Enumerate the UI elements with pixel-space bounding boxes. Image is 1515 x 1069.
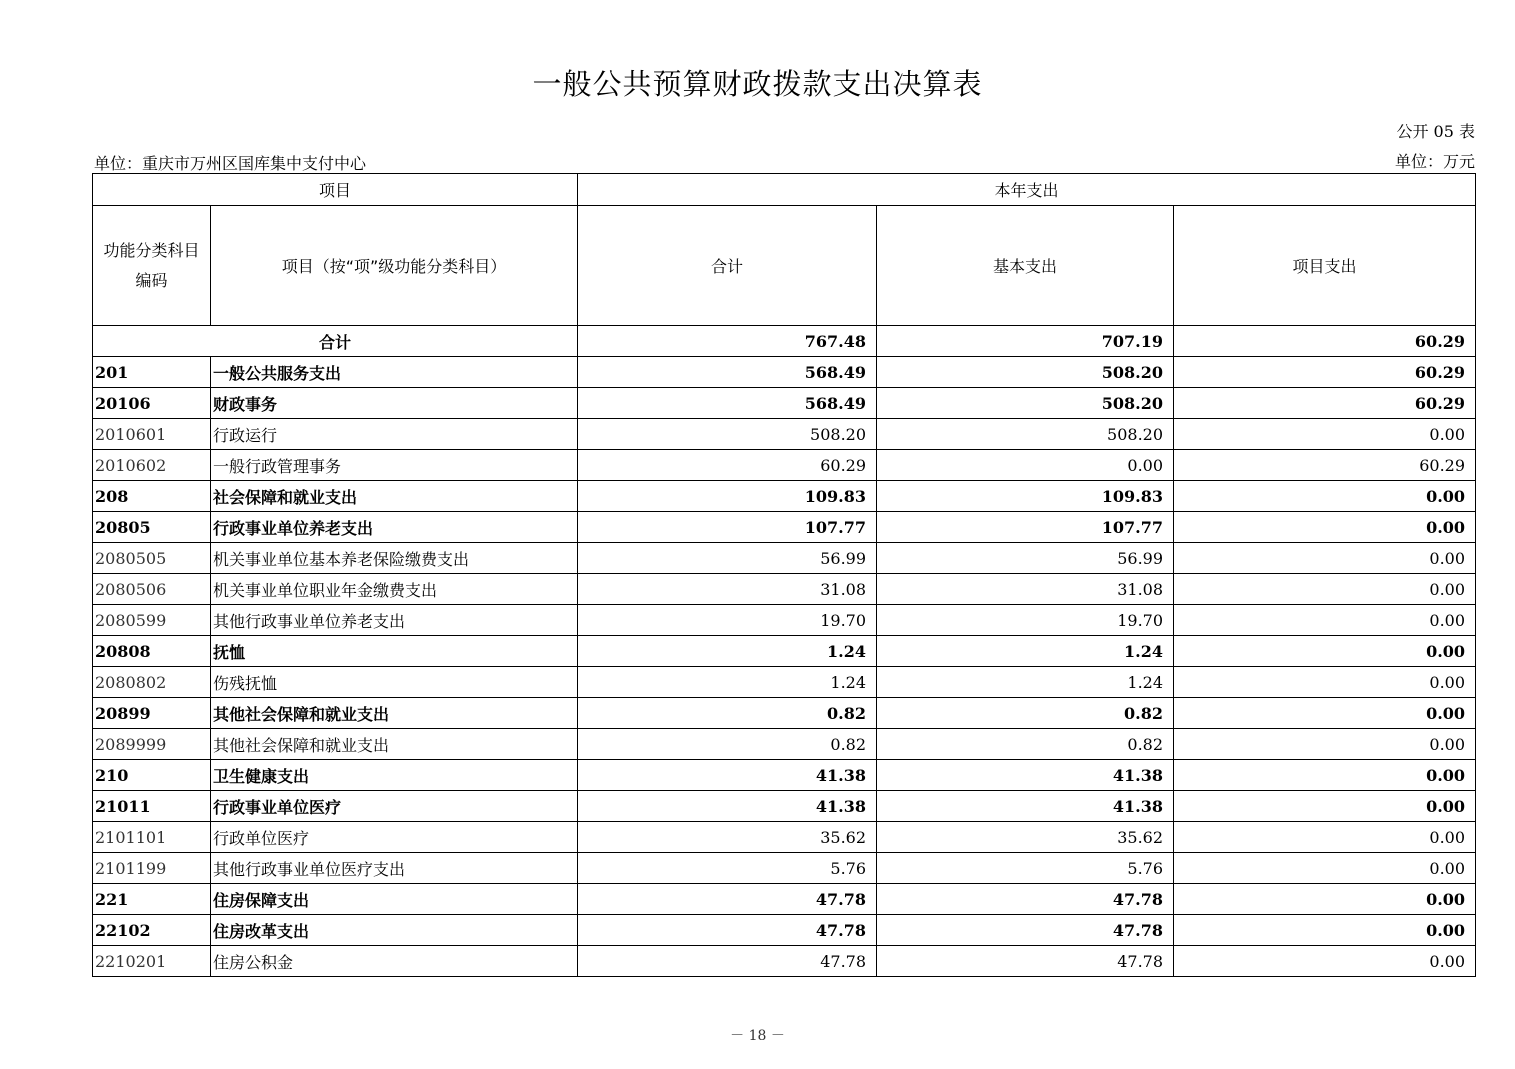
row-basic: 56.99 [877, 543, 1174, 574]
row-total: 31.08 [578, 574, 877, 605]
row-code: 2080802 [93, 667, 211, 698]
total-label: 合计 [93, 326, 578, 357]
row-project: 0.00 [1174, 760, 1476, 791]
row-name: 住房公积金 [211, 946, 578, 977]
total-basic: 707.19 [877, 326, 1174, 357]
row-project: 0.00 [1174, 698, 1476, 729]
table-row [93, 574, 1476, 605]
row-basic: 508.20 [877, 419, 1174, 450]
header-basic: 基本支出 [877, 206, 1174, 326]
row-basic: 508.20 [877, 388, 1174, 419]
row-name: 住房改革支出 [211, 915, 578, 946]
row-basic: 0.00 [877, 450, 1174, 481]
row-total: 0.82 [578, 698, 877, 729]
table-row [93, 667, 1476, 698]
row-code: 2010601 [93, 419, 211, 450]
header-name: 项目（按“项”级功能分类科目） [211, 206, 578, 326]
row-project: 0.00 [1174, 512, 1476, 543]
row-code: 221 [93, 884, 211, 915]
row-basic: 0.82 [877, 729, 1174, 760]
row-total: 568.49 [578, 357, 877, 388]
row-name: 其他行政事业单位医疗支出 [211, 853, 578, 884]
row-name: 行政单位医疗 [211, 822, 578, 853]
row-total: 0.82 [578, 729, 877, 760]
row-name: 伤残抚恤 [211, 667, 578, 698]
table-row [93, 419, 1476, 450]
row-name: 其他社会保障和就业支出 [211, 729, 578, 760]
row-project: 0.00 [1174, 419, 1476, 450]
row-project: 60.29 [1174, 450, 1476, 481]
header-project: 项目支出 [1174, 206, 1476, 326]
table-row [93, 822, 1476, 853]
table-row [93, 698, 1476, 729]
row-total: 41.38 [578, 791, 877, 822]
row-code: 2080599 [93, 605, 211, 636]
header-row-columns [93, 206, 1476, 326]
row-total: 107.77 [578, 512, 877, 543]
row-basic: 5.76 [877, 853, 1174, 884]
row-name: 行政事业单位养老支出 [211, 512, 578, 543]
row-total: 19.70 [578, 605, 877, 636]
total-project: 60.29 [1174, 326, 1476, 357]
row-code: 210 [93, 760, 211, 791]
reporting-unit: 单位：重庆市万州区国库集中支付中心 [94, 154, 367, 173]
row-project: 0.00 [1174, 915, 1476, 946]
row-total: 47.78 [578, 915, 877, 946]
row-name: 卫生健康支出 [211, 760, 578, 791]
row-name: 其他社会保障和就业支出 [211, 698, 578, 729]
header-current-year: 本年支出 [578, 174, 1476, 206]
row-total: 41.38 [578, 760, 877, 791]
form-number: 公开 05 表 [1396, 122, 1475, 141]
row-total: 1.24 [578, 636, 877, 667]
currency-unit: 单位：万元 [1394, 152, 1475, 171]
row-total: 5.76 [578, 853, 877, 884]
page-number: － 18 － [730, 1028, 785, 1044]
row-total: 508.20 [578, 419, 877, 450]
row-basic: 47.78 [877, 946, 1174, 977]
table-row [93, 450, 1476, 481]
row-code: 20899 [93, 698, 211, 729]
row-project: 0.00 [1174, 884, 1476, 915]
row-name: 一般行政管理事务 [211, 450, 578, 481]
row-project: 0.00 [1174, 822, 1476, 853]
row-total: 47.78 [578, 884, 877, 915]
row-code: 20106 [93, 388, 211, 419]
table-row [93, 729, 1476, 760]
row-name: 财政事务 [211, 388, 578, 419]
row-name: 行政运行 [211, 419, 578, 450]
table-row [93, 357, 1476, 388]
row-name: 机关事业单位职业年金缴费支出 [211, 574, 578, 605]
row-basic: 508.20 [877, 357, 1174, 388]
expenditure-table [92, 173, 1476, 977]
row-basic: 41.38 [877, 791, 1174, 822]
row-total: 109.83 [578, 481, 877, 512]
table-row [93, 915, 1476, 946]
row-basic: 107.77 [877, 512, 1174, 543]
row-project: 0.00 [1174, 667, 1476, 698]
row-code: 2089999 [93, 729, 211, 760]
row-total: 47.78 [578, 946, 877, 977]
row-project: 60.29 [1174, 388, 1476, 419]
row-total: 56.99 [578, 543, 877, 574]
table-row [93, 388, 1476, 419]
row-project: 0.00 [1174, 574, 1476, 605]
header-total: 合计 [578, 206, 877, 326]
table-row [93, 636, 1476, 667]
row-basic: 41.38 [877, 760, 1174, 791]
row-code: 22102 [93, 915, 211, 946]
row-total: 35.62 [578, 822, 877, 853]
total-total: 767.48 [578, 326, 877, 357]
row-code: 2080506 [93, 574, 211, 605]
row-name: 其他行政事业单位养老支出 [211, 605, 578, 636]
row-total: 568.49 [578, 388, 877, 419]
row-project: 0.00 [1174, 636, 1476, 667]
row-code: 208 [93, 481, 211, 512]
row-code: 2101199 [93, 853, 211, 884]
row-name: 机关事业单位基本养老保险缴费支出 [211, 543, 578, 574]
row-basic: 1.24 [877, 667, 1174, 698]
header-item: 项目 [93, 174, 578, 206]
row-project: 0.00 [1174, 946, 1476, 977]
row-project: 0.00 [1174, 543, 1476, 574]
row-project: 60.29 [1174, 357, 1476, 388]
row-basic: 35.62 [877, 822, 1174, 853]
table-row [93, 512, 1476, 543]
row-name: 行政事业单位医疗 [211, 791, 578, 822]
row-basic: 109.83 [877, 481, 1174, 512]
row-basic: 47.78 [877, 915, 1174, 946]
row-project: 0.00 [1174, 481, 1476, 512]
row-total: 60.29 [578, 450, 877, 481]
row-name: 一般公共服务支出 [211, 357, 578, 388]
row-project: 0.00 [1174, 605, 1476, 636]
table-row [93, 853, 1476, 884]
row-code: 2080505 [93, 543, 211, 574]
table-row [93, 760, 1476, 791]
row-project: 0.00 [1174, 791, 1476, 822]
table-row [93, 791, 1476, 822]
row-code: 20808 [93, 636, 211, 667]
table-row [93, 481, 1476, 512]
row-basic: 47.78 [877, 884, 1174, 915]
table-row [93, 946, 1476, 977]
row-name: 抚恤 [211, 636, 578, 667]
row-name: 住房保障支出 [211, 884, 578, 915]
row-basic: 19.70 [877, 605, 1174, 636]
row-code: 2210201 [93, 946, 211, 977]
row-code: 20805 [93, 512, 211, 543]
total-row [93, 326, 1476, 357]
row-basic: 31.08 [877, 574, 1174, 605]
table-row [93, 884, 1476, 915]
row-total: 1.24 [578, 667, 877, 698]
row-code: 201 [93, 357, 211, 388]
row-code: 2101101 [93, 822, 211, 853]
table-row [93, 543, 1476, 574]
header-code: 功能分类科目编码 [93, 206, 211, 326]
row-name: 社会保障和就业支出 [211, 481, 578, 512]
row-project: 0.00 [1174, 853, 1476, 884]
header-row-top [93, 174, 1476, 206]
table-row [93, 605, 1476, 636]
row-basic: 0.82 [877, 698, 1174, 729]
page-title: 一般公共预算财政拨款支出决算表 [532, 67, 983, 101]
row-basic: 1.24 [877, 636, 1174, 667]
row-code: 2010602 [93, 450, 211, 481]
row-code: 21011 [93, 791, 211, 822]
row-project: 0.00 [1174, 729, 1476, 760]
